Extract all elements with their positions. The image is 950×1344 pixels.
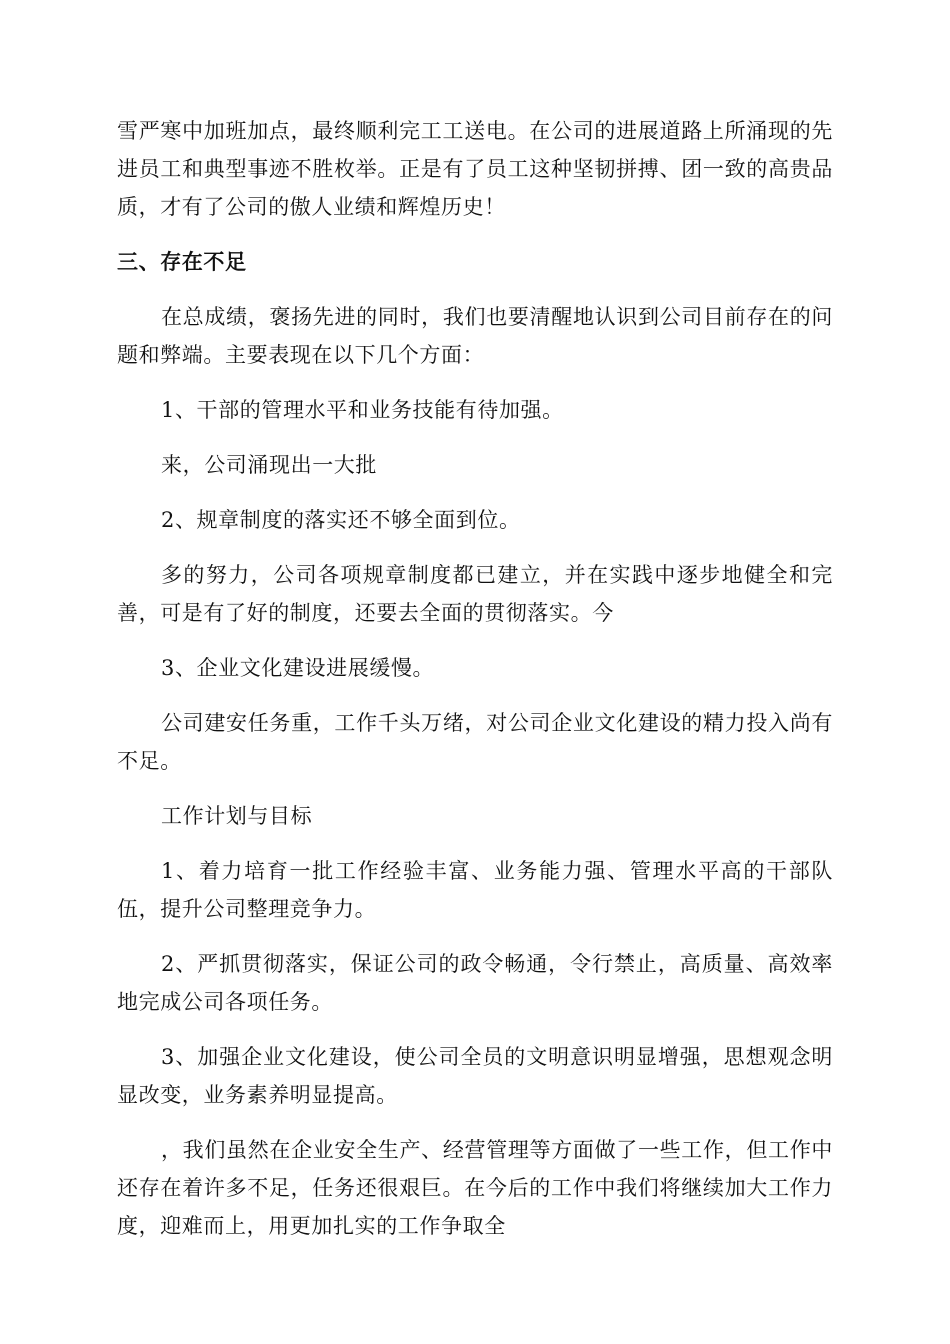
section-heading-shortcomings: 三、存在不足 <box>117 250 247 274</box>
list-item-goal-3: 3、加强企业文化建设，使公司全员的文明意识明显增强，思想观念明显改变，业务素养明显提高。 <box>117 1045 833 1107</box>
list-item-goal-2: 2、严抓贯彻落实，保证公司的政令畅通，令行禁止，高质量、高效率地完成公司各项任务。 <box>117 952 833 1014</box>
list-item-problem-2: 2、规章制度的落实还不够全面到位。 <box>161 508 521 532</box>
list-item-goal-1: 1、着力培育一批工作经验丰富、业务能力强、管理水平高的干部队伍，提升公司整理竞争力。 <box>117 859 833 921</box>
list-item-problem-3: 3、企业文化建设进展缓慢。 <box>161 656 435 680</box>
document-body <box>117 112 833 1262</box>
list-item-problem-1: 1、干部的管理水平和业务技能有待加强。 <box>161 398 564 422</box>
paragraph-conclusion: ，我们虽然在企业安全生产、经营管理等方面做了一些工作，但工作中还存在着许多不足，任务还很艰巨。在今后的工作中我们将继续加大工作力度，迎难而上，用更加扎实的工作争取全 <box>117 1138 833 1238</box>
subheading-plan-goals: 工作计划与目标 <box>161 804 313 828</box>
paragraph-closing-achievements: 雪严寒中加班加点，最终顺利完工工送电。在公司的进展道路上所涌现的先进员工和典型事迹不胜枚举。正是有了员工这种坚韧拼搏、团一致的高贵品质，才有了公司的傲人业绩和辉煌历史！ <box>117 119 833 219</box>
paragraph-culture: 公司建安任务重，工作千头万绪，对公司企业文化建设的精力投入尚有不足。 <box>117 711 833 773</box>
paragraph-intro-problems: 在总成绩，褒扬先进的同时，我们也要清醒地认识到公司目前存在的问题和弊端。主要表现在以下几个方面： <box>117 305 833 367</box>
paragraph-fragment: 来，公司涌现出一大批 <box>161 453 377 477</box>
paragraph-regulations: 多的努力，公司各项规章制度都已建立，并在实践中逐步地健全和完善，可是有了好的制度，还要去全面的贯彻落实。今 <box>117 563 833 625</box>
